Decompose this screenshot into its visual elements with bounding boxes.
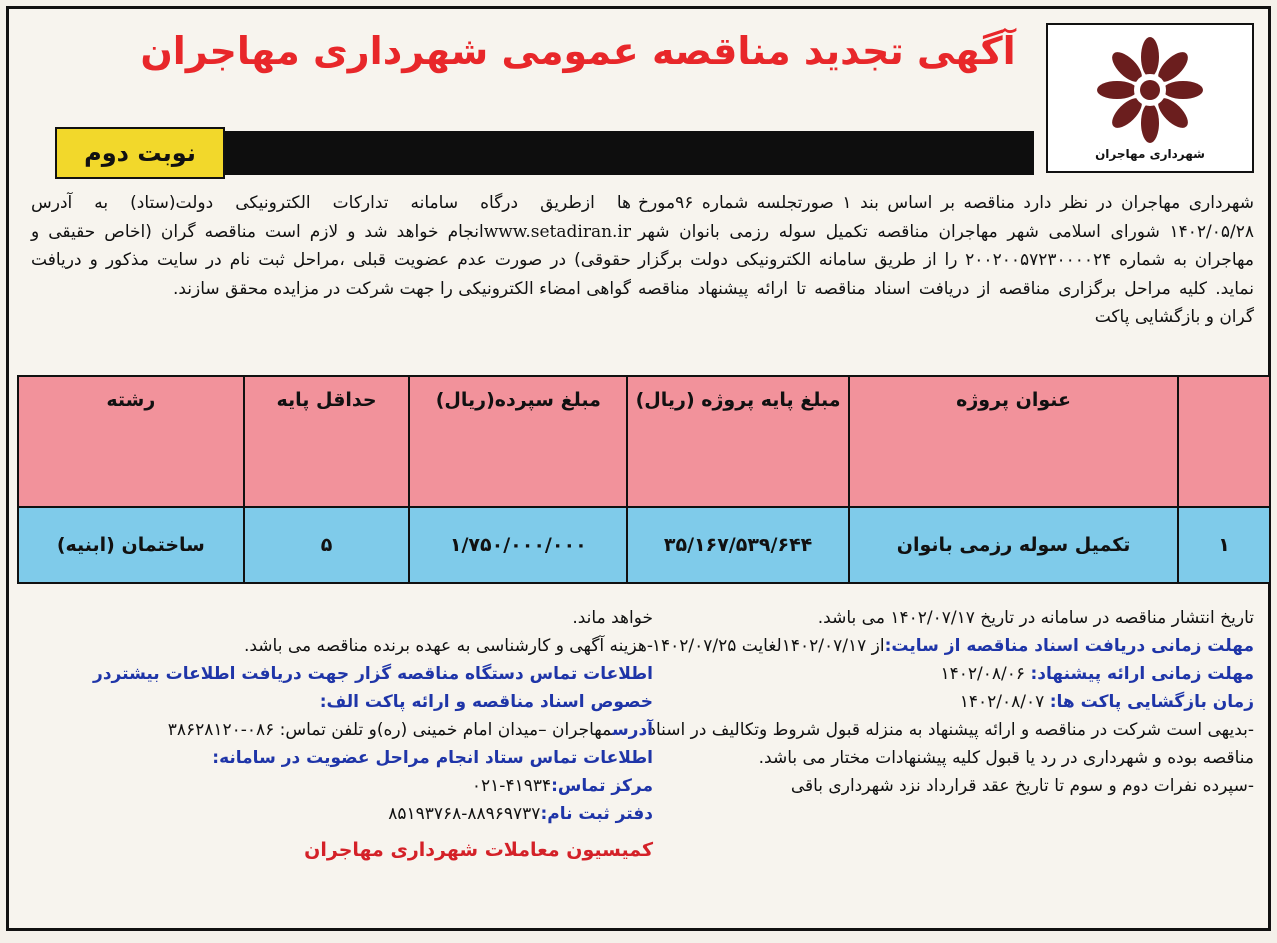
cell-field: ساختمان (ابنیه)	[18, 507, 244, 583]
office-line	[35, 800, 653, 828]
continuation-text: خواهد ماند.	[572, 608, 653, 628]
header-base-amount: مبلغ پایه پروژه (ریال)	[627, 376, 849, 507]
note-deposit: -سپرده نفرات دوم و سوم تا تاریخ عقد قرارداد نزد شهرداری باقی	[790, 776, 1254, 796]
doc-deadline-label: مهلت زمانی دریافت اسناد مناقصه از سایت:	[884, 636, 1254, 656]
doc-deadline	[644, 632, 1254, 660]
intro-left-column	[31, 189, 631, 303]
flower-emblem-icon	[1095, 35, 1205, 145]
cost-note: -هزینه آگهی و کارشناسی به عهده برنده مناقصه می باشد.	[243, 636, 653, 656]
intro-text-2: انجام خواهد شد و لازم است مناقصه گران (اخاص حقیقی و حقوقی) در صورت عدم عضویت قبلی ،مراحل ثبت نام در سایت مذکور و دریافت گواهی امضاء الکترونیکی را جهت شرکت در مزایده محقق سازند.	[31, 221, 631, 299]
cell-base-amount: ۳۵/۱۶۷/۵۳۹/۶۴۴	[627, 507, 849, 583]
address-line	[35, 716, 653, 744]
municipality-logo	[1046, 23, 1254, 173]
address-value: مهاجران –میدان امام خمینی (ره)و تلفن تماس: ۰۸۶-۳۸۶۲۸۱۲۰	[167, 720, 612, 740]
contact-heading: اطلاعات تماس دستگاه مناقصه گزار جهت دریافت اطلاعات بیشتردر خصوص اسناد مناقصه و ارائه پاکت الف:	[93, 664, 653, 712]
setad-heading: اطلاعات تماس ستاد انجام مراحل عضویت در سامانه:	[212, 748, 653, 768]
header-project-title: عنوان پروژه	[849, 376, 1178, 507]
logo-caption: شهرداری مهاجران	[1095, 147, 1205, 161]
header-min-grade: حداقل پایه	[244, 376, 410, 507]
signature: کمیسیون معاملات شهرداری مهاجران	[304, 839, 653, 861]
table-header-row	[18, 376, 1270, 507]
intro-text-1: ها ازطریق درگاه سامانه تدارکات الکترونیکی دولت(ستاد) به آدرس	[31, 193, 631, 213]
opening-value: ۱۴۰۲/۰۸/۰۷	[959, 692, 1045, 712]
offer-deadline-value: ۱۴۰۲/۰۸/۰۶	[940, 664, 1026, 684]
offer-deadline	[644, 660, 1254, 688]
opening-date	[644, 688, 1254, 716]
doc-deadline-value: از ۱۴۰۲/۰۷/۱۷لغایت ۱۴۰۲/۰۷/۲۵	[651, 636, 885, 656]
header-deposit-amount: مبلغ سپرده(ریال)	[409, 376, 627, 507]
offer-deadline-label: مهلت زمانی ارائه پیشنهاد:	[1030, 664, 1254, 684]
tender-table	[17, 375, 1271, 584]
title-bar	[224, 131, 1034, 175]
note-acceptance: -بدیهی است شرکت در مناقصه و ارائه پیشنهاد به منزله قبول شروط وتکالیف در اسناد مناقصه بوده و شهرداری در رد یا قبول کلیه پیشنهادات مختار می باشد.	[648, 720, 1254, 768]
header-field: رشته	[18, 376, 244, 507]
cell-min-grade: ۵	[244, 507, 410, 583]
call-center-line	[35, 772, 653, 800]
cell-deposit-amount: ۱/۷۵۰/۰۰۰/۰۰۰	[409, 507, 627, 583]
intro-right-column: شهرداری مهاجران در نظر دارد مناقصه بر اساس بند ۱ صورتجلسه شماره ۹۶مورخ ۱۴۰۲/۰۵/۲۸ شورای اسلامی شهر مهاجران مناقصه تکمیل سوله رزمی بانوان شهر مهاجران به شماره ۲۰۰۲۰۰۵۷۲۳۰۰۰۰۲۴ را از طریق سامانه الکترونیکی دولت برگزار نماید. کلیه مراحل برگزاری مناقصه از دریافت اسناد مناقصه تا ارائه پیشنهاد مناقصه گران و بازگشایی پاکت	[638, 193, 1254, 327]
round-badge: نوبت دوم	[55, 127, 225, 179]
cell-project-title: تکمیل سوله رزمی بانوان	[849, 507, 1178, 583]
page-title: آگهی تجدید مناقصه عمومی شهرداری مهاجران	[140, 29, 1016, 73]
tender-notice	[6, 6, 1271, 931]
opening-label: زمان بازگشایی پاکت ها:	[1049, 692, 1254, 712]
details-left-column	[35, 604, 653, 864]
details-right-column	[644, 604, 1254, 800]
call-center-label: مرکز تماس:	[551, 776, 653, 796]
office-label: دفتر ثبت نام:	[540, 804, 653, 824]
publish-date: تاریخ انتشار مناقصه در سامانه در تاریخ ۱۴۰۲/۰۷/۱۷ می باشد.	[817, 608, 1254, 628]
table-row	[18, 507, 1270, 583]
call-center-value: ۴۱۹۳۴-۰۲۱	[471, 776, 552, 796]
cell-index: ۱	[1178, 507, 1270, 583]
setad-url-link[interactable]: www.setadiran.ir	[483, 221, 631, 242]
address-label: آدرس	[611, 720, 653, 740]
office-value: ۸۸۹۶۹۷۳۷-۸۵۱۹۳۷۶۸	[388, 804, 541, 824]
header-index	[1178, 376, 1270, 507]
